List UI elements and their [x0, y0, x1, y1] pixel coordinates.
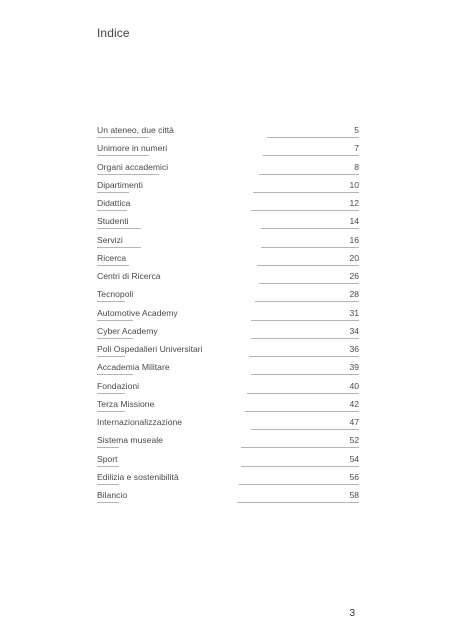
toc-entry-page-rule	[251, 429, 359, 430]
toc-entry-label-underline	[97, 247, 141, 248]
toc-entry-label-underline	[97, 174, 159, 175]
toc-entry-label-underline	[97, 265, 129, 266]
toc-entry-label-underline	[97, 320, 133, 321]
toc-entry-page-rule	[245, 411, 359, 412]
toc-entry-label: Dipartimenti	[97, 179, 143, 190]
toc-entry-page-rule	[241, 447, 359, 448]
toc-entry-page-rule	[251, 210, 359, 211]
toc-entry-label: Un ateneo, due città	[97, 125, 174, 135]
toc-entry-label-underline	[97, 411, 125, 412]
toc-entry-page: 26	[349, 271, 359, 281]
toc-entry-tecnopoli[interactable]	[97, 289, 359, 307]
toc-entry-label-underline	[97, 374, 133, 375]
toc-entry-fondazioni[interactable]	[97, 381, 359, 399]
toc-entry-page-rule	[267, 137, 359, 138]
toc-entry-page: 7	[354, 143, 359, 154]
toc-entry-automotive-academy[interactable]	[97, 308, 359, 326]
toc-entry-page: 20	[349, 252, 359, 263]
toc-entry-page: 47	[349, 417, 359, 427]
toc-entry-page-rule	[263, 155, 359, 156]
toc-entry-unimore-in-numeri[interactable]	[97, 143, 359, 161]
toc-entry-label-underline	[97, 484, 119, 485]
toc-entry-page: 36	[349, 344, 359, 354]
toc-entry-ricerca[interactable]	[97, 253, 359, 271]
toc-entry-page-rule	[239, 484, 359, 485]
toc-entry-page: 31	[349, 307, 359, 318]
toc-entry-page: 14	[349, 216, 359, 227]
toc-entry-label: Sport	[97, 453, 118, 464]
toc-entry-page-rule	[237, 502, 359, 503]
toc-entry-page-rule	[259, 174, 359, 175]
toc-entry-label: Automotive Academy	[97, 307, 178, 318]
toc-entry-bilancio[interactable]	[97, 490, 359, 508]
toc-entry-sistema-museale[interactable]	[97, 435, 359, 453]
toc-entry-page: 10	[349, 179, 359, 190]
toc-entry-page-rule	[259, 283, 359, 284]
toc-entry-page: 8	[354, 161, 359, 172]
toc-entry-page-rule	[253, 192, 359, 193]
toc-entry-page-rule	[251, 374, 359, 375]
toc-entry-page: 5	[354, 125, 359, 135]
toc-entry-organi-accademici[interactable]	[97, 162, 359, 180]
toc-entry-page-rule	[255, 301, 359, 302]
toc-entry-page: 16	[349, 234, 359, 245]
toc-entry-page: 39	[349, 362, 359, 373]
toc-entry-page-rule	[247, 393, 359, 394]
toc-entry-label: Unimore in numeri	[97, 143, 168, 154]
toc-entry-page-rule	[249, 356, 359, 357]
toc-entry-label: Tecnopoli	[97, 289, 134, 300]
toc-entry-page: 56	[349, 471, 359, 482]
toc-entry-servizi[interactable]	[97, 235, 359, 253]
toc-entry-label: Fondazioni	[97, 380, 140, 391]
toc-entry-terza-missione[interactable]	[97, 399, 359, 417]
toc-entry-label: Centri di Ricerca	[97, 271, 161, 281]
toc-entry-label-underline	[97, 137, 149, 138]
toc-entry-accademia-militare[interactable]	[97, 362, 359, 380]
toc-entry-label: Internazionalizzazione	[97, 417, 183, 427]
toc-entry-page-rule	[261, 247, 359, 248]
toc-entry-page-rule	[251, 338, 359, 339]
toc-entry-page-rule	[241, 466, 359, 467]
toc-entry-page-rule	[251, 320, 359, 321]
toc-entry-label-underline	[97, 447, 119, 448]
toc-entry-label-underline	[97, 228, 141, 229]
toc-entry-label: Studenti	[97, 216, 129, 227]
toc-entry-sport[interactable]	[97, 454, 359, 472]
toc-entry-label-underline	[97, 502, 119, 503]
toc-entry-page: 12	[349, 198, 359, 208]
toc-entry-label: Bilancio	[97, 490, 128, 500]
toc-entry-label: Terza Missione	[97, 398, 155, 409]
toc-entry-label: Ricerca	[97, 252, 127, 263]
toc-entry-label-underline	[97, 155, 149, 156]
toc-entry-label-underline	[97, 210, 127, 211]
toc-entry-label: Didattica	[97, 198, 131, 208]
toc-entry-label: Cyber Academy	[97, 325, 158, 336]
toc-entry-page: 28	[349, 289, 359, 300]
toc-entry-label: Servizi	[97, 234, 123, 245]
toc-entry-label: Edilizia e sostenibilità	[97, 471, 179, 482]
toc-entry-label-underline	[97, 393, 125, 394]
toc-entry-dipartimenti[interactable]	[97, 180, 359, 198]
toc-entry-studenti[interactable]	[97, 216, 359, 234]
toc-entry-internazionalizzazione[interactable]	[97, 417, 359, 435]
toc-entry-label: Accademia Militare	[97, 362, 170, 373]
toc-entry-didattica[interactable]	[97, 198, 359, 216]
toc-entry-page: 40	[349, 380, 359, 391]
toc-entry-page-rule	[261, 228, 359, 229]
toc-entry-page: 54	[349, 453, 359, 464]
page-title: Indice	[97, 26, 130, 40]
toc-entry-page: 58	[349, 490, 359, 500]
toc-entry-label-underline	[97, 301, 125, 302]
page-number: 3	[349, 608, 355, 619]
toc-entry-label-underline	[97, 338, 133, 339]
toc-entry-page: 42	[349, 398, 359, 409]
toc-entry-cyber-academy[interactable]	[97, 326, 359, 344]
toc-entry-edilizia[interactable]	[97, 472, 359, 490]
toc-entry-centri-di-ricerca[interactable]	[97, 271, 359, 289]
table-of-contents	[97, 125, 359, 508]
toc-entry-page: 34	[349, 325, 359, 336]
toc-entry-label-underline	[97, 356, 125, 357]
toc-entry-label: Sistema museale	[97, 435, 163, 446]
toc-entry-label-underline	[97, 466, 119, 467]
toc-entry-page-rule	[257, 265, 359, 266]
toc-entry-label: Poli Ospedalieri Universitari	[97, 344, 203, 354]
toc-entry-un-ateneo[interactable]	[97, 125, 359, 143]
toc-entry-label: Organi accademici	[97, 161, 169, 172]
toc-entry-label-underline	[97, 192, 129, 193]
toc-entry-poli-ospedalieri[interactable]	[97, 344, 359, 362]
toc-entry-page: 52	[349, 435, 359, 446]
